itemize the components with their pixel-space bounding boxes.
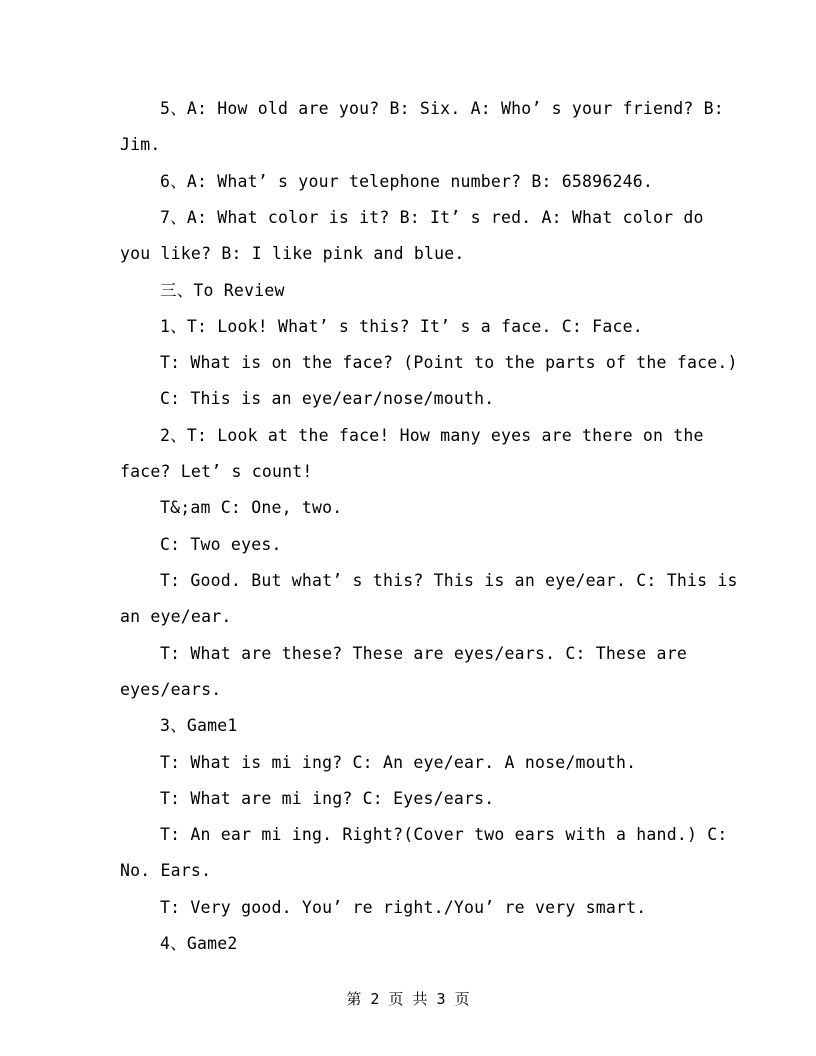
section-heading: 三、To Review — [160, 281, 285, 300]
text-line: No. Ears. — [120, 861, 212, 880]
text-line: eyes/ears. — [120, 680, 222, 699]
text-line: 6、A: What’ s your telephone number? B: 65896246. — [160, 172, 653, 191]
text-line: 1、T: Look! What’ s this? It’ s a face. C: Face. — [160, 317, 643, 336]
text-line: 7、A: What color is it? B: It’ s red. A: What color do — [160, 208, 704, 227]
text-line: 3、Game1 — [160, 716, 238, 735]
text-line: Jim. — [120, 135, 161, 154]
text-line: face? Let’ s count! — [120, 462, 313, 481]
text-line: T&;am C: One, two. — [160, 498, 343, 517]
text-line: T: What is mi ing? C: An eye/ear. A nose/mouth. — [160, 753, 637, 772]
text-line: C: This is an eye/ear/nose/mouth. — [160, 389, 495, 408]
text-line: T: What is on the face? (Point to the parts of the face.) — [160, 353, 738, 372]
text-line: T: An ear mi ing. Right?(Cover two ears with a hand.) C: — [160, 825, 728, 844]
text-line: 5、A: How old are you? B: Six. A: Who’ s your friend? B: — [160, 99, 724, 118]
text-line: T: What are mi ing? C: Eyes/ears. — [160, 789, 495, 808]
text-line: T: Good. But what’ s this? This is an eye/ear. C: This is — [160, 571, 738, 590]
page-number-footer: 第 2 页 共 3 页 — [346, 990, 470, 1008]
text-line: an eye/ear. — [120, 607, 232, 626]
text-line: T: Very good. You’ re right./You’ re very smart. — [160, 898, 647, 917]
text-line: 2、T: Look at the face! How many eyes are there on the — [160, 426, 704, 445]
text-line: T: What are these? These are eyes/ears. C: These are — [160, 644, 687, 663]
text-line: you like? B: I like pink and blue. — [120, 244, 465, 263]
text-line: C: Two eyes. — [160, 535, 282, 554]
text-line: 4、Game2 — [160, 934, 238, 953]
